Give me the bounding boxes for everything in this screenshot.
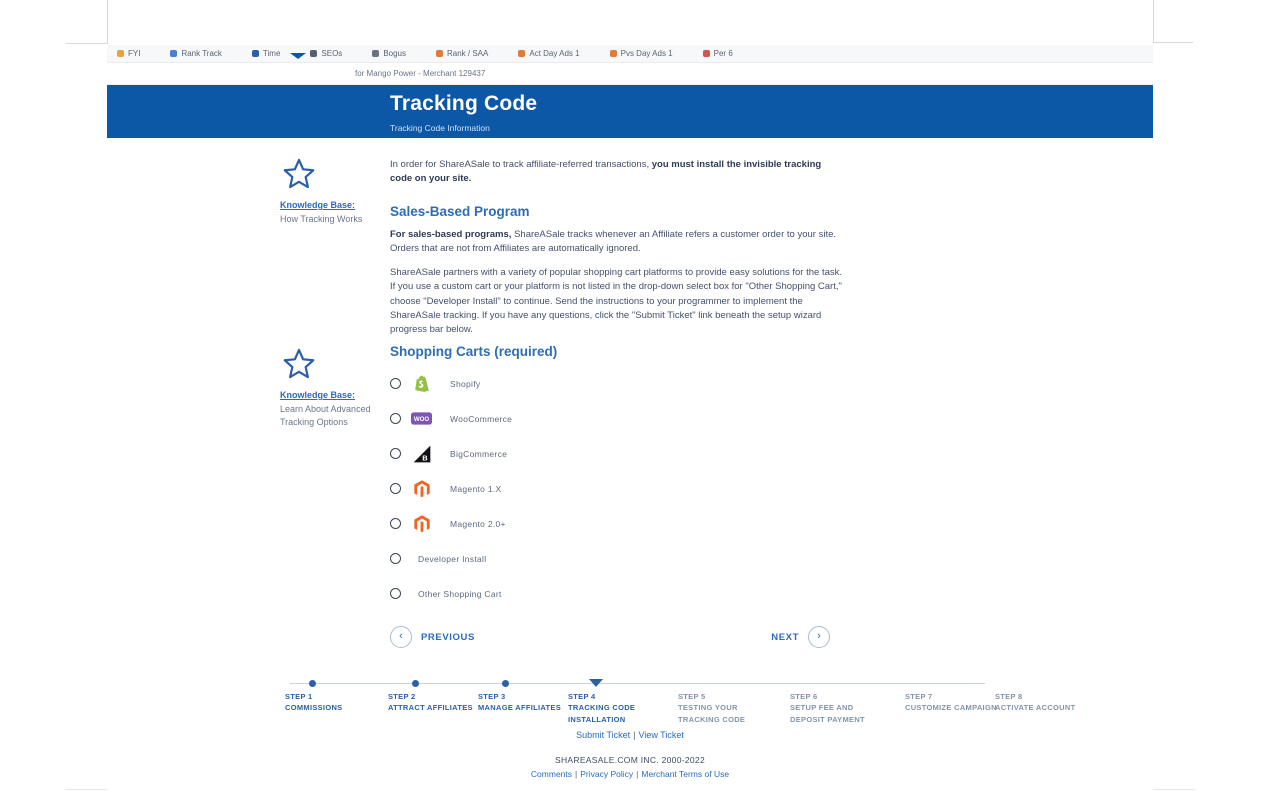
- footer-separator: |: [636, 769, 639, 779]
- footer-separator: |: [575, 769, 578, 779]
- bookmark-item[interactable]: [703, 49, 733, 58]
- bookmark-icon: [703, 50, 710, 57]
- radio-button[interactable]: [390, 413, 401, 424]
- step-number: STEP 2: [388, 692, 416, 701]
- cart-option-woocommerce[interactable]: [390, 401, 842, 436]
- current-step-marker-icon: [589, 679, 603, 687]
- radio-button[interactable]: [390, 553, 401, 564]
- bookmark-icon: [518, 50, 525, 57]
- step-dot: [502, 680, 509, 687]
- kb-how-tracking-works: [280, 156, 380, 226]
- bookmark-label: Rank / SAA: [447, 49, 489, 58]
- ticket-link[interactable]: Submit Ticket: [576, 730, 631, 740]
- bookmark-label: Time: [262, 49, 281, 58]
- step-name: TESTING YOUR TRACKING CODE: [678, 703, 746, 724]
- window-frame-edge: [1153, 0, 1154, 42]
- footer-separator: |: [633, 730, 636, 740]
- svg-text:WOO: WOO: [413, 416, 430, 424]
- bookmark-item[interactable]: [310, 49, 342, 58]
- cart-option-label: Magento 2.0+: [450, 518, 506, 529]
- bookmark-item[interactable]: [518, 49, 579, 58]
- step-number: STEP 8: [995, 692, 1023, 701]
- radio-button[interactable]: [390, 483, 401, 494]
- bookmark-icon: [170, 50, 177, 57]
- bookmark-label: FYI: [128, 49, 141, 58]
- step-7-label[interactable]: [905, 691, 1001, 714]
- bookmarks-bar: [107, 45, 1153, 63]
- radio-button[interactable]: [390, 588, 401, 599]
- woocommerce-logo-icon: [411, 408, 432, 429]
- cart-option-label: WooCommerce: [450, 413, 513, 424]
- sales-based-program-heading: Sales-Based Program: [390, 204, 530, 219]
- footer-link[interactable]: Privacy Policy: [580, 769, 634, 779]
- bookmark-label: SEOs: [321, 49, 343, 58]
- knowledge-base-link[interactable]: Knowledge Base:: [280, 390, 356, 400]
- step-4-label[interactable]: [568, 691, 664, 725]
- next-arrow-icon: ›: [808, 626, 830, 648]
- ticket-links: [107, 730, 1153, 740]
- step-number: STEP 1: [285, 692, 313, 701]
- bookmark-icon: [252, 50, 259, 57]
- step-8-label[interactable]: [995, 691, 1091, 714]
- step-name: ATTRACT AFFILIATES: [388, 703, 473, 713]
- bookmark-label: Per 6: [713, 49, 733, 58]
- magento-logo-icon: [411, 478, 432, 499]
- step-number: STEP 7: [905, 692, 933, 701]
- wizard-pagination: [390, 626, 830, 648]
- bookmark-icon: [436, 50, 443, 57]
- radio-button[interactable]: [390, 518, 401, 529]
- step-dot: [309, 680, 316, 687]
- kb-item-description: How Tracking Works: [280, 214, 363, 224]
- svg-text:B: B: [421, 452, 428, 462]
- bookmark-item[interactable]: [117, 49, 140, 58]
- step-number: STEP 5: [678, 692, 706, 701]
- footer-links: [107, 769, 1153, 779]
- merchant-context-text: for Mango Power - Merchant 129437: [355, 69, 486, 78]
- step-number: STEP 3: [478, 692, 506, 701]
- radio-button[interactable]: [390, 378, 401, 389]
- step-5-label[interactable]: [678, 691, 774, 725]
- bookmark-label: Bogus: [383, 49, 406, 58]
- kb-item-description: Learn About Advanced Tracking Options: [280, 404, 371, 428]
- step-1-label[interactable]: [285, 691, 381, 714]
- cart-option-label: Other Shopping Cart: [418, 588, 502, 599]
- window-frame-edge: [1153, 42, 1193, 43]
- step-6-label[interactable]: [790, 691, 886, 725]
- radio-button[interactable]: [390, 448, 401, 459]
- cart-option-label: Developer Install: [418, 553, 487, 564]
- step-name: SETUP FEE AND DEPOSIT PAYMENT: [790, 703, 865, 724]
- page-subtitle: Tracking Code Information: [390, 123, 490, 133]
- step-3-label[interactable]: [478, 691, 574, 714]
- magento-logo-icon: [411, 513, 432, 534]
- cart-option-label: BigCommerce: [450, 448, 508, 459]
- previous-arrow-icon: ‹: [390, 626, 412, 648]
- cart-option-other-shopping-cart[interactable]: [390, 576, 842, 611]
- bookmark-icon: [372, 50, 379, 57]
- bookmark-label: Pvs Day Ads 1: [620, 49, 673, 58]
- shopify-logo-icon: [411, 373, 432, 394]
- next-button[interactable]: [771, 626, 830, 648]
- steps-progress-line: [290, 683, 985, 684]
- previous-label: PREVIOUS: [421, 631, 475, 643]
- bigcommerce-logo-icon: [411, 443, 432, 464]
- page-title: Tracking Code: [390, 92, 538, 115]
- cart-option-developer-install[interactable]: [390, 541, 842, 576]
- bookmark-item[interactable]: [372, 49, 406, 58]
- merchant-context-bar: [107, 63, 1153, 85]
- window-frame-edge: [107, 0, 108, 43]
- step-name: COMMISSIONS: [285, 703, 343, 713]
- shopping-cart-options: [390, 366, 842, 611]
- step-name: CUSTOMIZE CAMPAIGN: [905, 703, 997, 713]
- star-icon: [280, 346, 380, 384]
- step-name: MANAGE AFFILIATES: [478, 703, 562, 713]
- footer-link[interactable]: Merchant Terms of Use: [641, 769, 730, 779]
- next-label: NEXT: [771, 631, 799, 643]
- previous-button[interactable]: [390, 626, 475, 648]
- bookmark-item[interactable]: [610, 49, 673, 58]
- bookmark-label: Act Day Ads 1: [529, 49, 580, 58]
- cart-option-label: Shopify: [450, 378, 481, 389]
- intro-paragraph: In order for ShareASale to track affiliate-referred transactions, you must install the invisible tracking code on your site.: [390, 159, 822, 185]
- step-number: STEP 6: [790, 692, 818, 701]
- sales-paragraph-2: ShareASale partners with a variety of popular shopping cart platforms to provide easy solutions for the task. If you use a custom cart or your platform is not listed in the drop-down select box for "Other Shopping Cart," choose "Developer Install" to continue. Send the instructions to your programmer to implement the ShareASale tracking. If you have any questions, click the "Submit Ticket" link beneath the setup wizard progress bar below.: [390, 267, 843, 335]
- bookmark-item[interactable]: [436, 49, 488, 58]
- page-header: [107, 85, 1153, 138]
- bookmark-icon: [310, 50, 317, 57]
- cart-option-shopify[interactable]: [390, 366, 842, 401]
- step-name: TRACKING CODE INSTALLATION: [568, 703, 636, 724]
- header-tab-notch: [290, 53, 306, 59]
- kb-advanced-tracking: [280, 346, 380, 429]
- bookmark-item[interactable]: [252, 49, 280, 58]
- star-icon: [280, 156, 380, 194]
- sales-paragraph-1: For sales-based programs, ShareASale tracks whenever an Affiliate refers a customer order to your site. Orders that are not from Affiliates are automatically ignored.: [390, 229, 837, 255]
- step-number: STEP 4: [568, 692, 596, 701]
- step-name: ACTIVATE ACCOUNT: [995, 703, 1076, 713]
- cart-option-magento-2-0-[interactable]: [390, 506, 842, 541]
- bookmark-icon: [610, 50, 617, 57]
- step-dot: [412, 680, 419, 687]
- bookmark-item[interactable]: [170, 49, 221, 58]
- cart-option-label: Magento 1.X: [450, 483, 502, 494]
- footer-link[interactable]: Comments: [530, 769, 573, 779]
- bookmark-label: Rank Track: [181, 49, 222, 58]
- window-frame-edge: [66, 43, 108, 44]
- content-card: [107, 138, 1153, 790]
- shopping-carts-heading: Shopping Carts (required): [390, 344, 558, 359]
- cart-option-bigcommerce[interactable]: [390, 436, 842, 471]
- copyright-text: SHAREASALE.COM INC. 2000-2022: [555, 755, 705, 765]
- step-2-label[interactable]: [388, 691, 484, 714]
- bookmark-icon: [117, 50, 124, 57]
- knowledge-base-link[interactable]: Knowledge Base:: [280, 200, 356, 210]
- ticket-link[interactable]: View Ticket: [638, 730, 684, 740]
- cart-option-magento-1-x[interactable]: [390, 471, 842, 506]
